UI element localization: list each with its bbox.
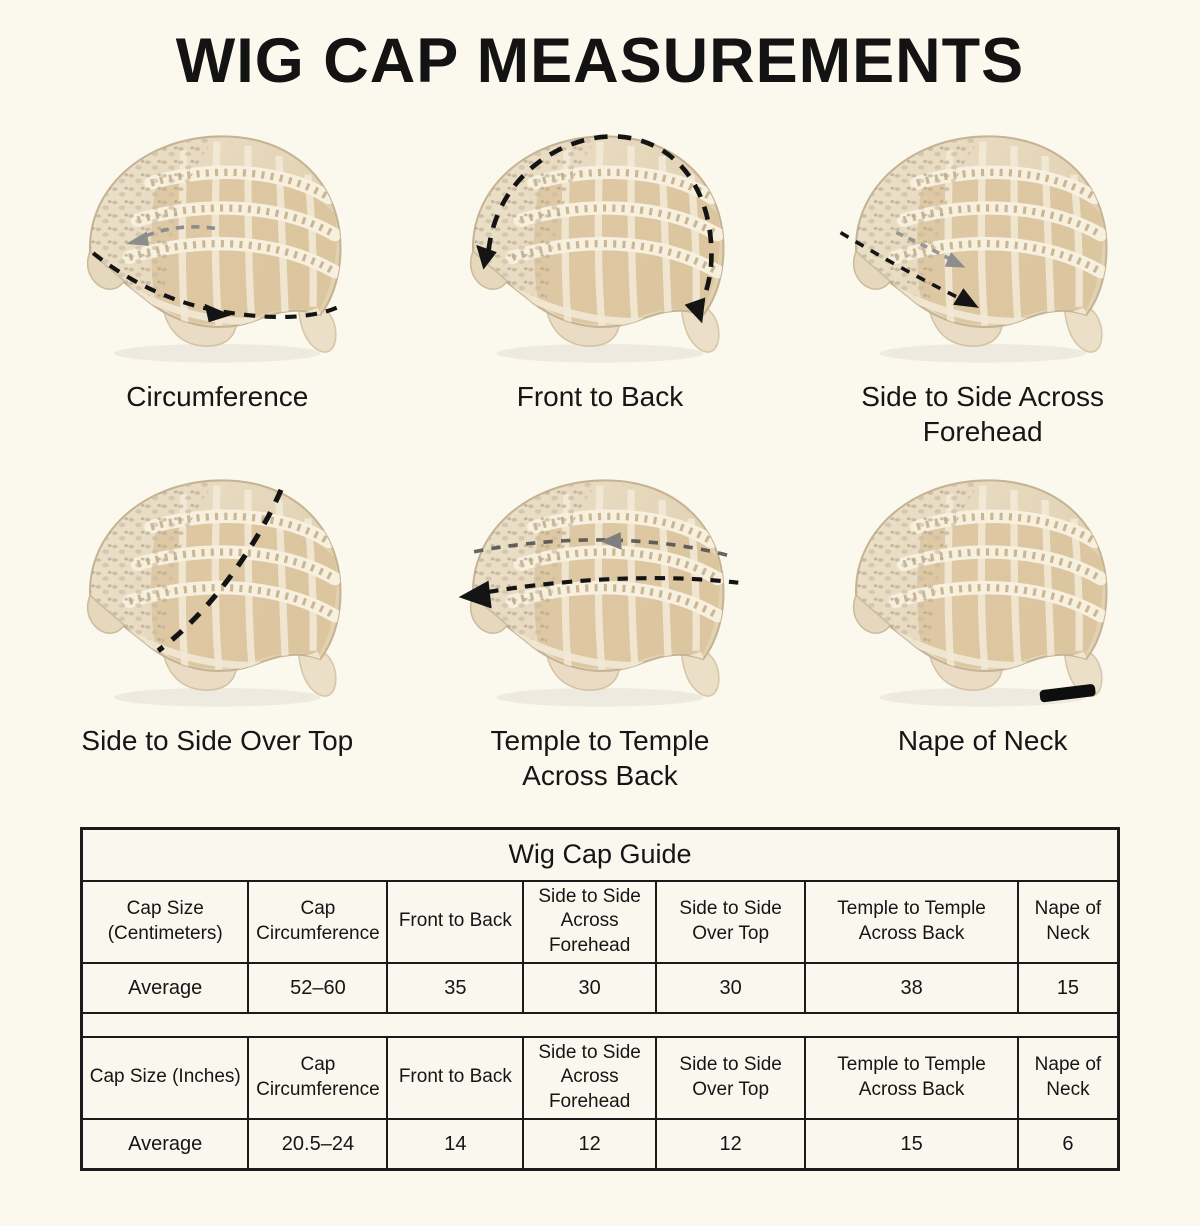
- cm-nape-of-neck: 15: [1018, 963, 1119, 1013]
- figure-label-circumference: Circumference: [126, 380, 309, 412]
- table-header-row-cm: [82, 881, 1119, 963]
- header-side-to-side-over-top-in: Side to Side Over Top: [656, 1037, 805, 1119]
- figure-label-front-to-back: Front to Back: [516, 380, 684, 412]
- wig-cap-image-nape-of-neck: [824, 463, 1142, 721]
- in-side-to-side-over-top: 12: [656, 1119, 805, 1170]
- table-spacer-row: [82, 1013, 1119, 1037]
- in-row-label: Average: [82, 1119, 249, 1170]
- table-header-row-in: [82, 1037, 1119, 1119]
- figure-circumference: [26, 119, 409, 449]
- figure-nape-of-neck: [791, 463, 1174, 793]
- header-side-to-side-forehead: Side to Side Across Forehead: [523, 881, 656, 963]
- table-value-row-cm: [82, 963, 1119, 1013]
- table-value-row-in: [82, 1119, 1119, 1170]
- cm-cap-circumference: 52–60: [248, 963, 387, 1013]
- wig-cap-image-circumference: [58, 119, 376, 377]
- header-side-to-side-over-top: Side to Side Over Top: [656, 881, 805, 963]
- in-cap-circumference: 20.5–24: [248, 1119, 387, 1170]
- cm-front-to-back: 35: [387, 963, 523, 1013]
- in-nape-of-neck: 6: [1018, 1119, 1119, 1170]
- cm-temple-to-temple: 38: [805, 963, 1018, 1013]
- wig-cap-image-front-to-back: [441, 119, 759, 377]
- cm-side-to-side-over-top: 30: [656, 963, 805, 1013]
- figure-grid: [0, 119, 1200, 793]
- header-nape-of-neck-in: Nape of Neck: [1018, 1037, 1119, 1119]
- figure-front-to-back: [409, 119, 792, 449]
- table-spacer-cell: [82, 1013, 1119, 1037]
- header-temple-to-temple: Temple to Temple Across Back: [805, 881, 1018, 963]
- in-front-to-back: 14: [387, 1119, 523, 1170]
- figure-side-to-side-forehead: [791, 119, 1174, 449]
- figure-label-nape-of-neck: Nape of Neck: [897, 724, 1068, 756]
- header-front-to-back-in: Front to Back: [387, 1037, 523, 1119]
- header-cap-circumference: Cap Circumference: [248, 881, 387, 963]
- cm-row-label: Average: [82, 963, 249, 1013]
- figure-label-side-to-side-forehead: Side to Side Across Forehead: [861, 380, 1105, 447]
- header-front-to-back: Front to Back: [387, 881, 523, 963]
- header-nape-of-neck: Nape of Neck: [1018, 881, 1119, 963]
- wig-cap-guide-table: [80, 827, 1120, 1171]
- in-side-to-side-forehead: 12: [523, 1119, 656, 1170]
- figure-label-temple-to-temple: Temple to Temple Across Back: [490, 724, 710, 791]
- figure-side-to-side-over-top: [26, 463, 409, 793]
- table-title-row: [82, 828, 1119, 881]
- wig-cap-image-temple-to-temple: [441, 463, 759, 721]
- header-cap-size-cm: Cap Size (Centimeters): [82, 881, 249, 963]
- header-cap-circumference-in: Cap Circumference: [248, 1037, 387, 1119]
- figure-temple-to-temple: [409, 463, 792, 793]
- page-title: WIG CAP MEASUREMENTS: [175, 26, 1025, 96]
- header-side-to-side-forehead-in: Side to Side Across Forehead: [523, 1037, 656, 1119]
- cm-side-to-side-forehead: 30: [523, 963, 656, 1013]
- wig-cap-image-side-to-side-forehead: [824, 119, 1142, 377]
- wig-cap-image-side-to-side-over-top: [58, 463, 376, 721]
- header-temple-to-temple-in: Temple to Temple Across Back: [805, 1037, 1018, 1119]
- table-title: Wig Cap Guide: [82, 828, 1119, 881]
- figure-label-side-to-side-over-top: Side to Side Over Top: [81, 724, 354, 756]
- header-cap-size-in: Cap Size (Inches): [82, 1037, 249, 1119]
- in-temple-to-temple: 15: [805, 1119, 1018, 1170]
